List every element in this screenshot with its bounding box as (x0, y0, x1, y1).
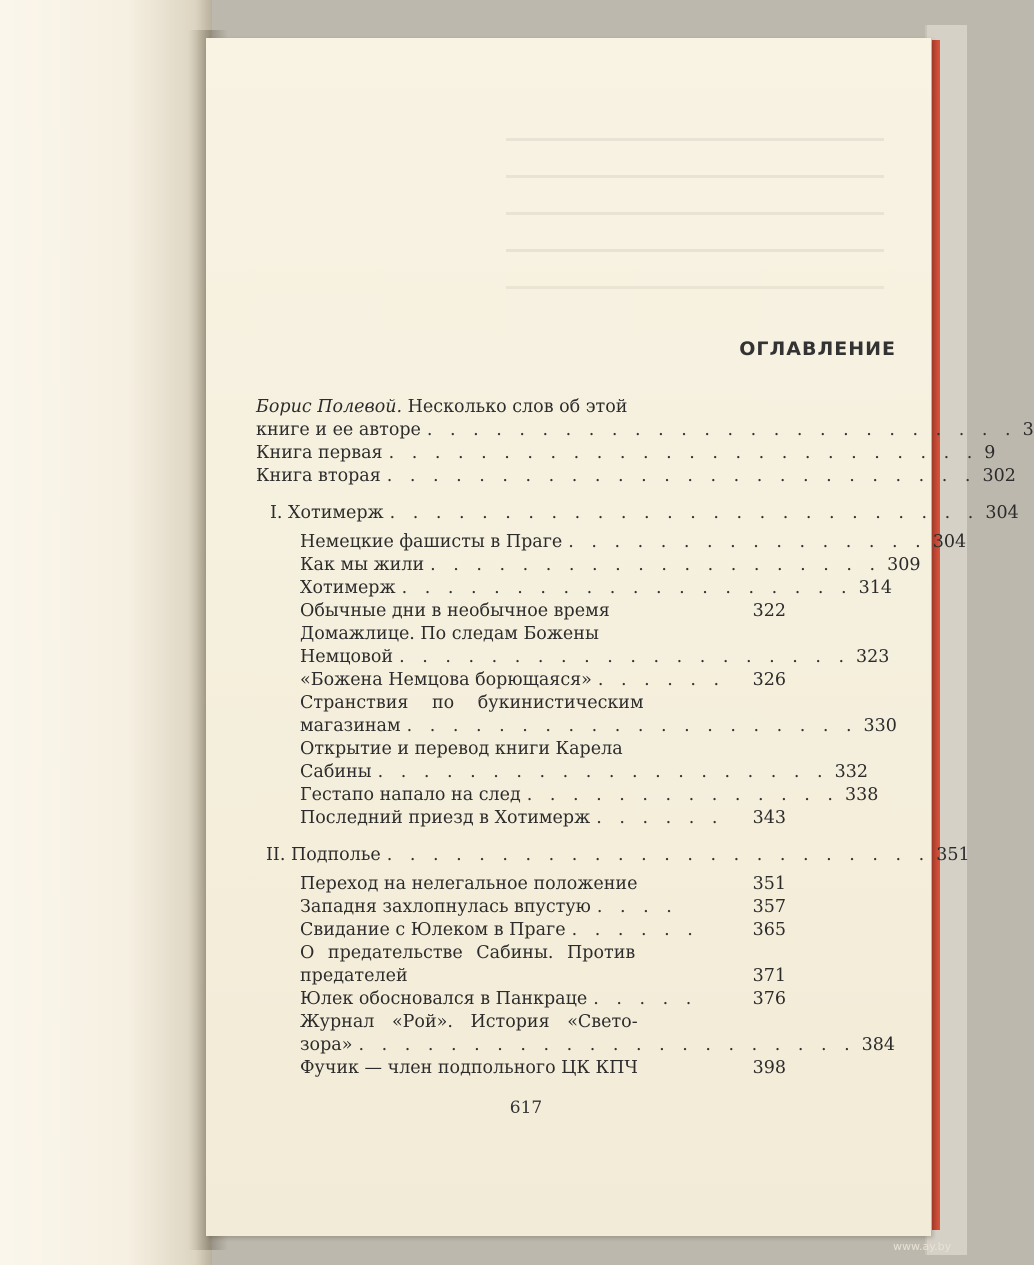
toc-entry (256, 669, 786, 692)
toc-entry-book-1 (256, 442, 996, 465)
entry-page: 376 (752, 989, 786, 1009)
entry-title: «Божена Немцова борющаяся» (300, 670, 592, 690)
entry-title: Книга вторая (256, 466, 381, 486)
part-page: 304 (985, 503, 1019, 523)
entry-title-line2: предателей (300, 966, 408, 986)
entry-title: Книга первая (256, 443, 383, 463)
toc-entry (256, 715, 897, 738)
entry-page: 384 (861, 1035, 896, 1055)
toc-entry (256, 896, 786, 919)
entry-title: Фучик — член подпольного ЦК КПЧ (300, 1058, 638, 1078)
toc-part-1 (256, 502, 1019, 525)
entry-page: 365 (752, 920, 786, 940)
entry-title-line1: Странствия по букинистическим (300, 693, 644, 713)
leader-dots: . . . . . . (596, 808, 724, 828)
toc-entry (256, 1034, 896, 1057)
toc-entry (256, 577, 892, 600)
toc-entry (256, 919, 786, 942)
intro-title-start: Несколько слов об этой (407, 397, 628, 417)
entry-title: Последний приезд в Хотимерж (300, 808, 591, 828)
toc-entry-intro-line1 (256, 396, 786, 419)
part-page: 351 (936, 845, 970, 865)
entry-page: 357 (752, 897, 786, 917)
entry-page: 338 (844, 785, 879, 805)
entry-page: 3 (1022, 420, 1034, 440)
entry-title-line2: Сабины (300, 762, 372, 782)
entry-page: 322 (752, 601, 786, 621)
entry-page: 326 (752, 670, 786, 690)
leader-dots: . . . . . . . . . . . . . . . . . . . . (377, 762, 829, 782)
leader-dots: . . . . . . . . . . . . . . . . . . . . (399, 647, 851, 667)
entry-page: 371 (752, 966, 786, 986)
toc-part-2 (256, 844, 970, 867)
entry-title-line1: Домажлице. По следам Божены (300, 624, 599, 644)
leader-dots: . . . . . . . . . . . . . . . . (568, 532, 927, 552)
part-title: I. Хотимерж (270, 503, 384, 523)
toc-entry (256, 784, 879, 807)
part-title: II. Подполье (266, 845, 381, 865)
table-of-contents (256, 396, 1034, 1080)
red-page-edge (932, 40, 940, 1230)
entry-page: 314 (858, 578, 892, 598)
leader-dots: . . . . . . . . . . . . . . . . . . . . . . . . (386, 845, 931, 865)
left-page (0, 0, 212, 1265)
right-page (206, 38, 1034, 1236)
entry-title: Как мы жили (300, 555, 425, 575)
entry-page: 398 (752, 1058, 786, 1078)
leader-dots: . . . . . . . . . . . . . . . . . . . . . . . . . . (386, 466, 977, 486)
toc-entry (256, 531, 967, 554)
watermark: www.ay.by (893, 1240, 952, 1253)
entry-title: Хотимерж (300, 578, 396, 598)
entry-title-line2: Немцовой (300, 647, 394, 667)
entry-title: Обычные дни в необычное время (300, 601, 610, 621)
leader-dots: . . . . . . . . . . . . . . . . . . . . (430, 555, 882, 575)
leader-dots: . . . . . . . . . . . . . . . . . . . . (401, 578, 853, 598)
toc-entry (256, 988, 786, 1011)
entry-title: Гестапо напало на след (300, 785, 521, 805)
entry-title-line1: О предательстве Сабины. Против (300, 943, 636, 963)
bleed-through-text (506, 138, 926, 358)
entry-title: Западня захлопнулась впустую (300, 897, 591, 917)
entry-title-line1: Журнал «Рой». История «Свето- (300, 1012, 638, 1032)
leader-dots: . . . . . . . . . . . . . . . . . . . . . . . . . . (388, 443, 979, 463)
toc-entry (256, 600, 786, 623)
toc-entry (256, 646, 890, 669)
entry-page: 309 (887, 555, 921, 575)
toc-entry-intro-line2 (256, 419, 1034, 442)
leader-dots: . . . . . . (597, 670, 726, 690)
leader-dots: . . . . . (593, 989, 698, 1009)
entry-title-line1: Открытие и перевод книги Карела (300, 739, 623, 759)
leader-dots: . . . . . . . . . . . . . . . . . . . . . . . . . . (389, 503, 980, 523)
entry-title: Юлек обосновался в Панкраце (300, 989, 588, 1009)
entry-title: Свидание с Юлеком в Праге (300, 920, 566, 940)
entry-page: 323 (856, 647, 890, 667)
page-number: 617 (509, 1098, 543, 1118)
entry-page: 343 (752, 808, 786, 828)
entry-page: 9 (984, 443, 996, 463)
intro-author: Борис Полевой. (256, 397, 403, 417)
entry-title-line2: магазинам (300, 716, 401, 736)
toc-entry-book-2 (256, 465, 1016, 488)
toc-entry (256, 1057, 786, 1080)
toc-entry (256, 807, 786, 830)
toc-entry (256, 965, 786, 988)
entry-title: Переход на нелегальное положение (300, 874, 638, 894)
toc-title: ОГЛАВЛЕНИЕ (739, 338, 896, 360)
leader-dots: . . . . (596, 897, 678, 917)
leader-dots: . . . . . . . . . . . . . . . . . . . . (406, 716, 858, 736)
entry-page: 330 (863, 716, 897, 736)
leader-dots: . . . . . . . . . . . . . . . . . . . . . . (358, 1035, 856, 1055)
toc-entry (256, 554, 921, 577)
entry-title: книге и ее авторе (256, 420, 421, 440)
toc-entry (256, 873, 786, 896)
leader-dots: . . . . . . . . . . . . . . (526, 785, 839, 805)
entry-title-line2: зора» (300, 1035, 353, 1055)
entry-page: 351 (752, 874, 786, 894)
entry-page: 302 (982, 466, 1016, 486)
leader-dots: . . . . . . . . . . . . . . . . . . . . . . . . . . (426, 420, 1017, 440)
leader-dots: . . . . . . (571, 920, 699, 940)
entry-title: Немецкие фашисты в Праге (300, 532, 563, 552)
entry-page: 332 (834, 762, 868, 782)
toc-entry (256, 761, 868, 784)
entry-page: 304 (932, 532, 967, 552)
